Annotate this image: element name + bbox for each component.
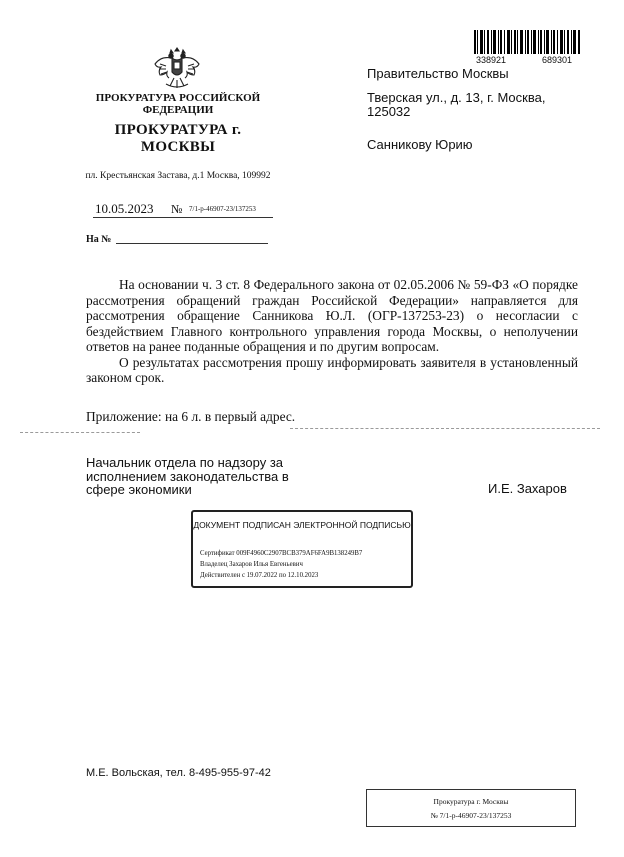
date-underline <box>93 217 273 218</box>
double-headed-eagle-icon <box>152 44 202 92</box>
scan-artifact-line <box>20 432 140 433</box>
scan-artifact-line <box>290 428 600 429</box>
barcode <box>474 30 580 54</box>
document-number: 7/1-р-46907-23/137253 <box>189 205 256 213</box>
stamp-owner: Владелец Захаров Илья Евгеньевич <box>200 561 303 568</box>
registration-number: № 7/1-р-46907-23/137253 <box>430 811 512 820</box>
stamp-certificate: Сертификат 009F4960C2907BCB379AF6FA9B138249B7 <box>200 550 363 557</box>
issuer-authority: ПРОКУРАТУРА РОССИЙСКОЙ ФЕДЕРАЦИИ <box>95 92 261 116</box>
signer-name: И.Е. Захаров <box>488 481 567 496</box>
stamp-heading: ДОКУМЕНТ ПОДПИСАН ЭЛЕКТРОННОЙ ПОДПИСЬЮ <box>193 520 411 530</box>
registration-stamp <box>366 789 576 827</box>
attachment-note: Приложение: на 6 л. в первый адрес. <box>86 409 296 424</box>
body-paragraph: О результатах рассмотрения прошу информировать заявителя в установленный законом срок. <box>86 354 578 385</box>
letter-body <box>86 277 578 386</box>
barcode-digits-left: 338921 <box>476 55 507 65</box>
executor-contact: М.Е. Вольская, тел. 8-495-955-97-42 <box>86 767 271 779</box>
reference-label: На № <box>86 234 112 245</box>
body-paragraph: На основании ч. 3 ст. 8 Федерального закона от 02.05.2006 № 59-ФЗ «О порядке рассмотрения обращений граждан Российской Федерации» направляется для рассмотрения обращение Санникова Ю.Л. (ОГР-137253-23) о несогласии с бездействием Главного контрольного управления города Москвы, о неполучении ответов на ранее поданные обращения и по другим вопросам. <box>86 277 578 354</box>
stamp-validity: Действителен с 19.07.2022 по 12.10.2023 <box>200 572 319 579</box>
signer-position: Начальник отдела по надзору за исполнением законодательства в сфере экономики <box>86 455 289 497</box>
recipient-organization: Правительство Москвы <box>367 66 509 81</box>
barcode-digits-right: 689301 <box>542 55 573 65</box>
number-sign: № <box>171 202 183 216</box>
reference-underline <box>116 243 268 244</box>
issuer-address: пл. Крестьянская Застава, д.1 Москва, 109992 <box>85 171 271 181</box>
issuer-office: ПРОКУРАТУРА г. МОСКВЫ <box>114 122 242 155</box>
document-date: 10.05.2023 <box>95 201 154 216</box>
e-signature-stamp <box>191 510 413 588</box>
recipient-person: Санникову Юрию <box>367 137 473 152</box>
registration-org: Прокуратура г. Москвы <box>433 797 509 806</box>
recipient-address: Тверская ул., д. 13, г. Москва, 125032 <box>367 90 546 119</box>
